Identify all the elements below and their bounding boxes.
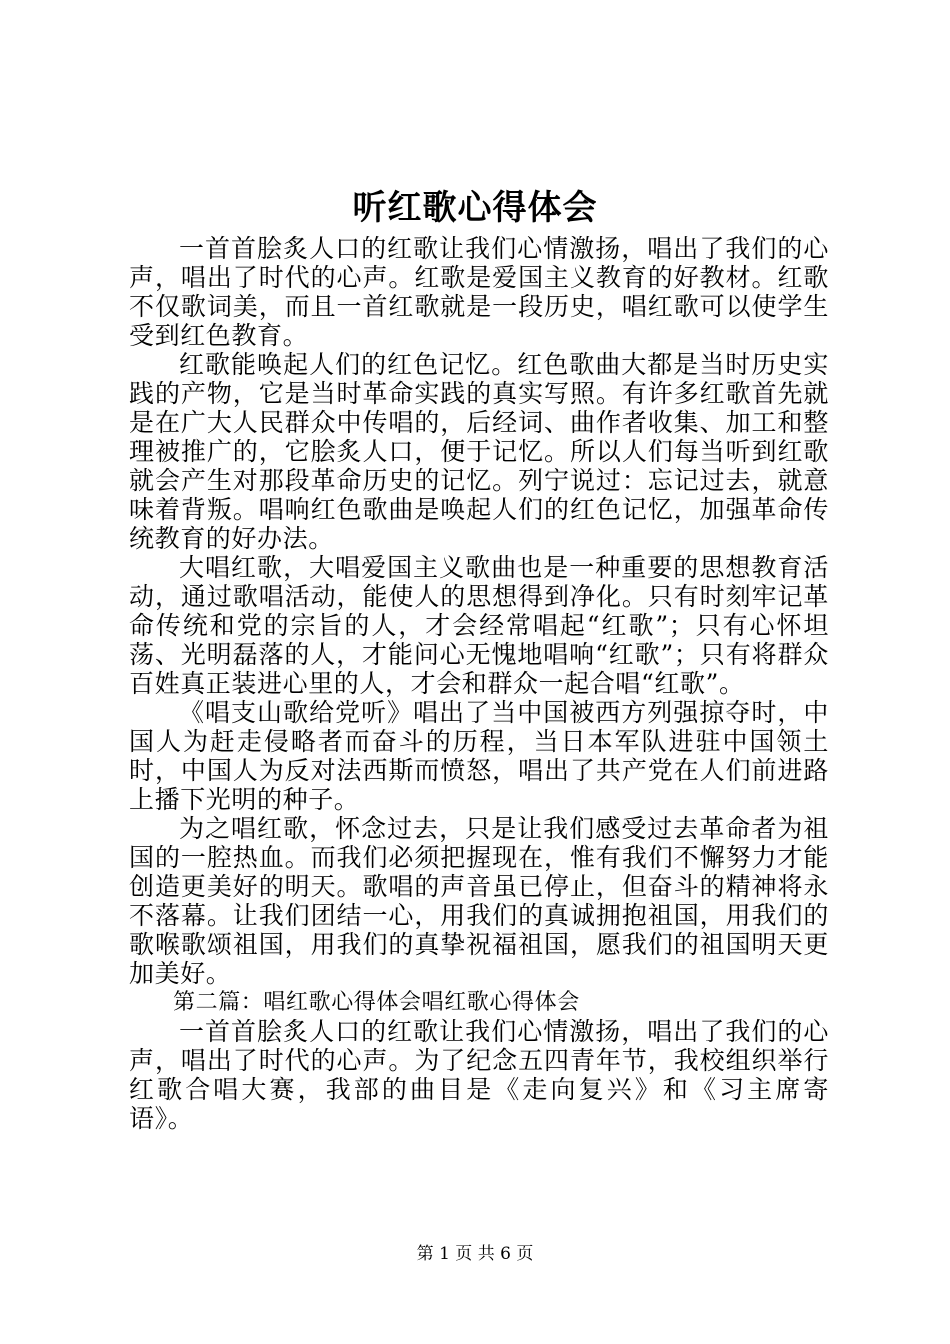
paragraph-1: 一首首脍炙人口的红歌让我们心情激扬，唱出了我们的心声，唱出了时代的心声。红歌是爱国主义教育的好教材。红歌不仅歌词美，而且一首红歌就是一段历史，唱红歌可以使学生受到红色教育。 bbox=[129, 234, 829, 350]
paragraph-3: 大唱红歌，大唱爱国主义歌曲也是一种重要的思想教育活动，通过歌唱活动，能使人的思想得到净化。只有时刻牢记革命传统和党的宗旨的人，才会经常唱起“红歌”；只有心怀坦荡、光明磊落的人，才能问心无愧地唱响“红歌”；只有将群众百姓真正装进心里的人，才会和群众一起合唱“红歌”。 bbox=[129, 553, 829, 698]
document-body bbox=[129, 234, 829, 1133]
paragraph-5: 为之唱红歌，怀念过去，只是让我们感受过去革命者为祖国的一腔热血。而我们必须把握现在，惟有我们不懈努力才能创造更美好的明天。歌唱的声音虽已停止，但奋斗的精神将永不落幕。让我们团结一心，用我们的真诚拥抱祖国，用我们的歌喉歌颂祖国，用我们的真挚祝福祖国，愿我们的祖国明天更加美好。 bbox=[129, 814, 829, 988]
paragraph-6: 一首首脍炙人口的红歌让我们心情激扬，唱出了我们的心声，唱出了时代的心声。为了纪念五四青年节，我校组织举行红歌合唱大赛，我部的曲目是《走向复兴》和《习主席寄语》。 bbox=[129, 1017, 829, 1133]
paragraph-2: 红歌能唤起人们的红色记忆。红色歌曲大都是当时历史实践的产物，它是当时革命实践的真实写照。有许多红歌首先就是在广大人民群众中传唱的，后经词、曲作者收集、加工和整理被推广的，它脍炙人口，便于记忆。所以人们每当听到红歌就会产生对那段革命历史的记忆。列宁说过：忘记过去，就意味着背叛。唱响红色歌曲是唤起人们的红色记忆，加强革命传统教育的好办法。 bbox=[129, 350, 829, 553]
section-heading-2: 第二篇：唱红歌心得体会唱红歌心得体会 bbox=[173, 990, 580, 1015]
paragraph-4: 《唱支山歌给党听》唱出了当中国被西方列强掠夺时，中国人为赶走侵略者而奋斗的历程，当日本军队进驻中国领土时，中国人为反对法西斯而愤怒，唱出了共产党在人们前进路上播下光明的种子。 bbox=[129, 698, 829, 814]
page-footer: 第 1 页 共 6 页 bbox=[416, 1244, 534, 1264]
document-title: 听红歌心得体会 bbox=[352, 188, 598, 228]
